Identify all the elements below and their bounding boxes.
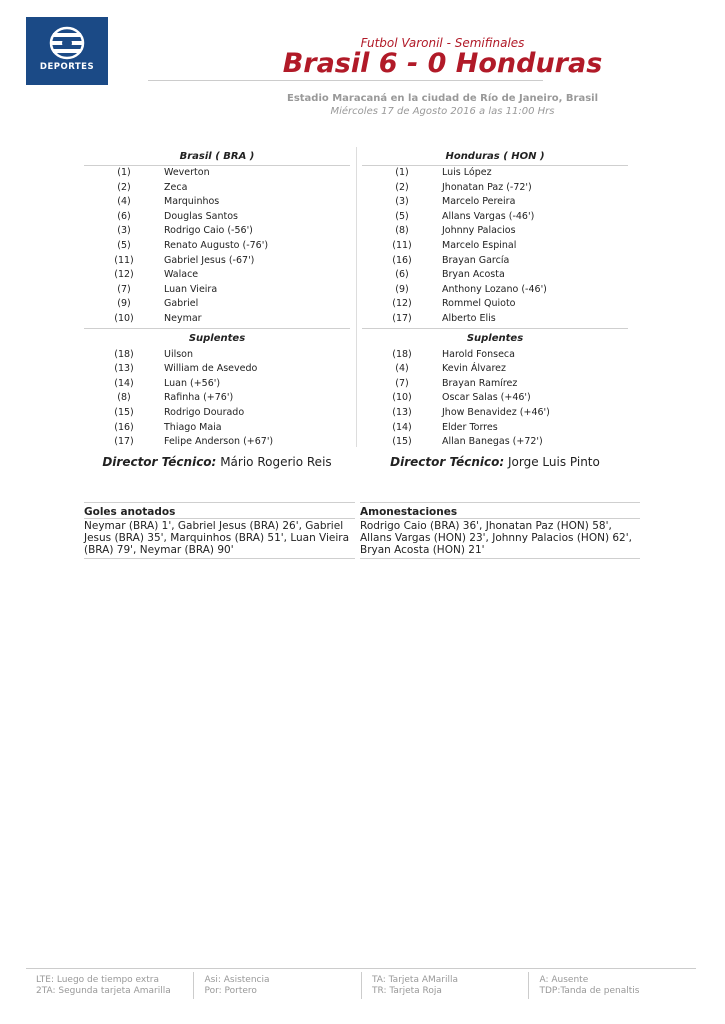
player-row (84, 195, 350, 210)
player-name: Johnny Palacios (442, 225, 516, 237)
legend-line: LTE: Luego de tiempo extra (36, 975, 160, 985)
cards-box (360, 502, 640, 559)
player-number: (17) (114, 436, 134, 448)
player-row (84, 421, 350, 436)
player-name: Oscar Salas (+46') (442, 392, 531, 404)
legend-line: Asi: Asistencia (204, 975, 270, 985)
legend-line: TDP:Tanda de penaltis (539, 985, 640, 996)
player-number: (7) (117, 283, 131, 295)
home-coach-name: Mário Rogerio Reis (220, 455, 332, 469)
match-title: Brasil 6 - 0 Honduras (282, 48, 603, 79)
player-row (362, 362, 628, 377)
away-coach (362, 455, 628, 469)
away-subs-heading: Suplentes (362, 328, 628, 348)
player-row (362, 239, 628, 254)
legend-column (193, 972, 361, 999)
player-name: Weverton (164, 167, 210, 178)
player-row (84, 283, 350, 298)
player-row (84, 297, 350, 312)
player-name: Uilson (164, 348, 194, 360)
player-name: Gabriel Jesus (-67') (164, 254, 255, 266)
competition-label: Futbol Varonil - Semifinales (360, 36, 525, 50)
player-name: Luis López (442, 167, 492, 178)
player-number: (14) (392, 421, 412, 433)
player-row (362, 377, 628, 392)
player-name: Neymar (164, 312, 202, 324)
logo-text: DEPORTES (39, 62, 95, 72)
player-name: Rodrigo Dourado (164, 406, 245, 418)
player-name: Bryan Acosta (442, 269, 505, 281)
away-coach-name: Jorge Luis Pinto (508, 455, 600, 469)
player-number: (16) (114, 421, 134, 433)
away-subs (362, 348, 628, 450)
player-name: Gabriel (164, 298, 199, 310)
player-name: Brayan Ramírez (442, 377, 518, 389)
player-number: (14) (114, 377, 134, 389)
player-number: (8) (117, 392, 131, 404)
player-row (84, 166, 350, 181)
teams-divider (356, 147, 357, 447)
player-name: Allan Banegas (+72') (442, 436, 543, 448)
player-row (362, 297, 628, 312)
player-name: Marcelo Espinal (442, 239, 517, 251)
player-row (362, 254, 628, 269)
player-number: (1) (395, 167, 409, 178)
player-row (84, 312, 350, 327)
player-number: (13) (392, 406, 412, 418)
home-subs (84, 348, 350, 450)
away-lineup (362, 148, 628, 450)
player-name: Thiago Maia (164, 421, 222, 433)
player-name: Rommel Quioto (442, 298, 516, 310)
player-name: Luan (+56') (164, 377, 221, 389)
player-row (84, 377, 350, 392)
player-name: Luan Vieira (164, 283, 218, 295)
player-number: (9) (117, 298, 131, 310)
player-number: (11) (114, 254, 134, 266)
player-name: Renato Augusto (-76') (164, 239, 269, 251)
legend-line: 2TA: Segunda tarjeta Amarilla (36, 985, 171, 996)
player-name: Marquinhos (164, 196, 220, 208)
player-row (362, 312, 628, 327)
player-number: (12) (392, 298, 412, 310)
player-number: (17) (392, 312, 412, 324)
legend-column (26, 972, 193, 999)
title-divider (148, 80, 543, 81)
player-row (84, 348, 350, 363)
home-coach-label: Director Técnico: (102, 455, 217, 469)
player-number: (3) (117, 225, 131, 237)
cards-heading: Amonestaciones (360, 502, 640, 519)
player-row (84, 239, 350, 254)
goals-box (84, 502, 355, 559)
player-row (362, 348, 628, 363)
player-number: (6) (395, 269, 409, 281)
player-row (84, 362, 350, 377)
player-number: (15) (114, 406, 134, 418)
player-row (362, 195, 628, 210)
legend-column (361, 972, 529, 999)
home-starters (84, 166, 350, 327)
player-number: (7) (395, 377, 409, 389)
player-row (362, 283, 628, 298)
player-number: (4) (117, 196, 131, 208)
home-team-name: Brasil ( BRA ) (84, 148, 350, 166)
venue-text: Estadio Maracaná en la ciudad de Río de Janeiro, Brasil (286, 93, 599, 104)
player-row (84, 254, 350, 269)
goals-text: Neymar (BRA) 1', Gabriel Jesus (BRA) 26', Gabriel Jesus (BRA) 35', Marquinhos (BRA) 51', Luan Vieira (BRA) 79', Neymar (BRA) 90' (84, 519, 355, 559)
player-number: (10) (392, 392, 412, 404)
player-number: (13) (114, 363, 134, 375)
player-name: Alberto Elis (442, 312, 496, 324)
player-number: (11) (392, 239, 412, 251)
player-row (362, 391, 628, 406)
player-number: (12) (114, 269, 134, 281)
player-name: Anthony Lozano (-46') (442, 283, 547, 295)
player-number: (3) (395, 196, 409, 208)
legend-line: Por: Portero (204, 985, 257, 996)
player-name: Elder Torres (442, 421, 498, 433)
player-number: (4) (395, 363, 409, 375)
player-number: (10) (114, 312, 134, 324)
player-row (84, 181, 350, 196)
away-starters (362, 166, 628, 327)
player-row (362, 435, 628, 450)
player-row (84, 224, 350, 239)
player-row (362, 406, 628, 421)
player-name: Douglas Santos (164, 210, 238, 222)
player-row (84, 391, 350, 406)
away-team-name: Honduras ( HON ) (362, 148, 628, 166)
home-lineup (84, 148, 350, 450)
player-name: Zeca (164, 181, 188, 193)
match-date: Miércoles 17 de Agosto 2016 a las 11:00 Hrs (330, 106, 555, 117)
player-name: Jhonatan Paz (-72') (442, 181, 532, 193)
away-coach-label: Director Técnico: (390, 455, 505, 469)
goals-heading: Goles anotados (84, 502, 355, 519)
player-name: Harold Fonseca (442, 348, 515, 360)
home-subs-heading: Suplentes (84, 328, 350, 348)
player-row (362, 210, 628, 225)
legend-line: A: Ausente (539, 975, 589, 985)
player-name: Jhow Benavidez (+46') (442, 406, 550, 418)
player-number: (9) (395, 283, 409, 295)
player-row (362, 421, 628, 436)
player-number: (5) (395, 210, 409, 222)
home-coach (84, 455, 350, 469)
player-row (362, 181, 628, 196)
player-name: Kevin Álvarez (442, 363, 507, 375)
player-row (84, 210, 350, 225)
player-name: Rodrigo Caio (-56') (164, 225, 253, 237)
player-name: Allans Vargas (-46') (442, 210, 535, 222)
player-name: William de Asevedo (164, 363, 258, 375)
player-row (84, 406, 350, 421)
legend-footer (26, 968, 696, 999)
player-number: (18) (392, 348, 412, 360)
player-number: (16) (392, 254, 412, 266)
legend-column (528, 972, 696, 999)
cards-text: Rodrigo Caio (BRA) 36', Jhonatan Paz (HON) 58', Allans Vargas (HON) 23', Johnny Palacios (HON) 62', Bryan Acosta (HON) 21' (360, 519, 640, 559)
player-name: Rafinha (+76') (164, 392, 234, 404)
legend-line: TA: Tarjeta AMarilla (371, 975, 458, 985)
player-number: (2) (395, 181, 409, 193)
player-number: (8) (395, 225, 409, 237)
player-row (362, 224, 628, 239)
legend-line: TR: Tarjeta Roja (371, 985, 442, 996)
player-number: (1) (117, 167, 131, 178)
player-number: (18) (114, 348, 134, 360)
player-row (84, 435, 350, 450)
player-row (362, 166, 628, 181)
player-name: Felipe Anderson (+67') (164, 436, 274, 448)
player-name: Walace (164, 269, 199, 281)
player-name: Marcelo Pereira (442, 196, 516, 208)
player-number: (5) (117, 239, 131, 251)
player-number: (6) (117, 210, 131, 222)
player-number: (2) (117, 181, 131, 193)
player-name: Brayan García (442, 254, 510, 266)
player-row (362, 268, 628, 283)
player-number: (15) (392, 436, 412, 448)
player-row (84, 268, 350, 283)
